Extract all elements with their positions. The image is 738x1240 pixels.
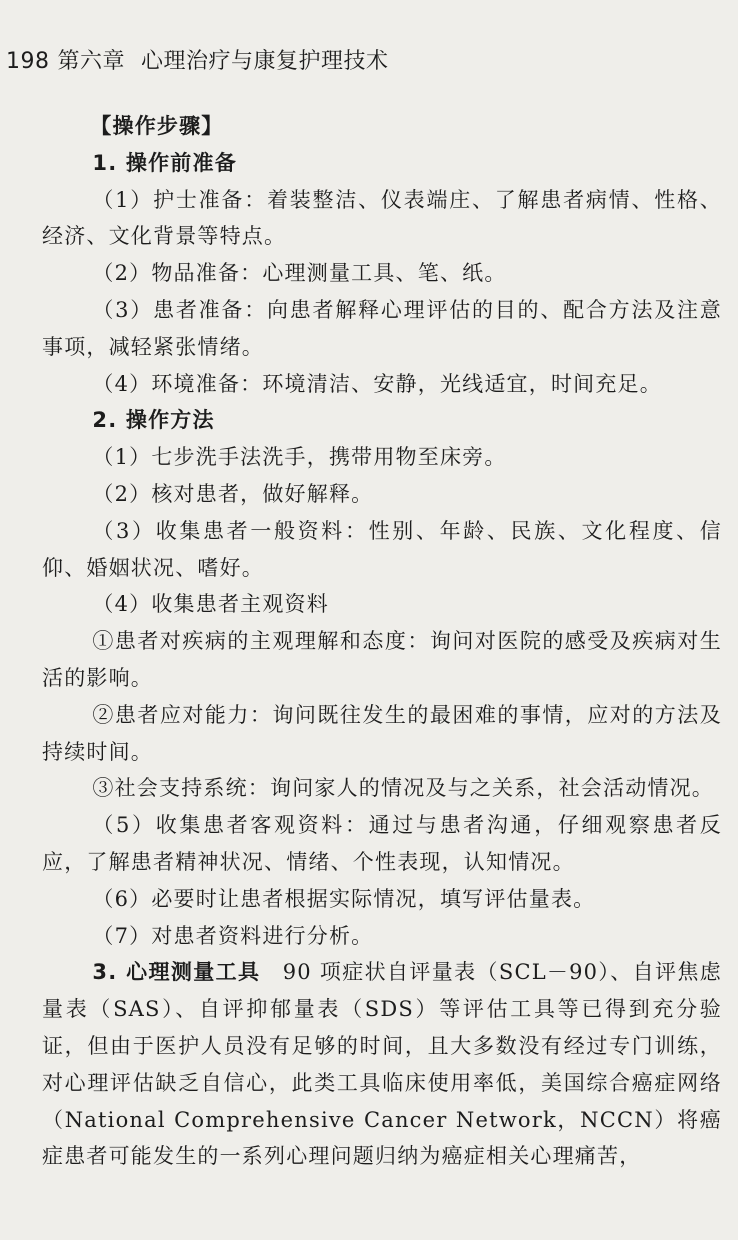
paragraph-item-prep: （2）物品准备：心理测量工具、笔、纸。 bbox=[92, 261, 507, 286]
paragraph-step-1: （1）七步洗手法洗手，携带用物至床旁。 bbox=[92, 445, 507, 470]
heading-tools: 3. 心理测量工具 bbox=[92, 960, 261, 985]
paragraph-sub-3: ③社会支持系统：询问家人的情况及与之关系，社会活动情况。 bbox=[92, 776, 714, 801]
paragraph-tools bbox=[42, 954, 722, 1175]
paragraph-sub-1: ①患者对疾病的主观理解和态度：询问对医院的感受及疾病对生活的影响。 bbox=[42, 629, 722, 690]
paragraph-tools-text: 90 项症状自评量表（SCL－90）、自评焦虑量表（SAS）、自评抑郁量表（SDS）等评估工具等已得到充分验证，但由于医护人员没有足够的时间，且大多数没有经过专门训练，对心理评估缺乏自信心，此类工具临床使用率低，美国综合癌症网络（National Comprehensive Cancer Network，NCCN）将癌症患者可能发生的一系列心理问题归纳为癌症相关心理痛苦， bbox=[42, 960, 723, 1169]
paragraph-step-3: （3）收集患者一般资料：性别、年龄、民族、文化程度、信仰、婚姻状况、嗜好。 bbox=[42, 518, 722, 580]
paragraph-step-4: （4）收集患者主观资料 bbox=[92, 592, 329, 617]
paragraph-env-prep: （4）环境准备：环境清洁、安静，光线适宜，时间充足。 bbox=[92, 371, 662, 396]
heading-preparation: 1. 操作前准备 bbox=[92, 150, 237, 175]
paragraph-nurse-prep: （1）护士准备：着装整洁、仪表端庄、了解患者病情、性格、经济、文化背景等特点。 bbox=[42, 187, 722, 249]
paragraph-step-2: （2）核对患者，做好解释。 bbox=[92, 481, 374, 506]
running-head bbox=[6, 44, 389, 75]
paragraph-sub-2: ②患者应对能力：询问既往发生的最困难的事情，应对的方法及持续时间。 bbox=[42, 702, 722, 764]
heading-method: 2. 操作方法 bbox=[92, 408, 215, 433]
page-number: 198 bbox=[6, 49, 50, 74]
paragraph-step-6: （6）必要时让患者根据实际情况，填写评估量表。 bbox=[92, 886, 596, 911]
chapter-title: 心理治疗与康复护理技术 bbox=[141, 49, 389, 74]
paragraph-patient-prep: （3）患者准备：向患者解释心理评估的目的、配合方法及注意事项，减轻紧张情绪。 bbox=[42, 297, 722, 359]
paragraph-step-7: （7）对患者资料进行分析。 bbox=[92, 923, 374, 948]
body-text bbox=[42, 108, 722, 1175]
chapter-label: 第六章 bbox=[57, 49, 126, 74]
paragraph-step-5: （5）收集患者客观资料：通过与患者沟通，仔细观察患者反应，了解患者精神状况、情绪、个性表现，认知情况。 bbox=[42, 813, 722, 874]
section-label: 【操作步骤】 bbox=[90, 114, 224, 138]
